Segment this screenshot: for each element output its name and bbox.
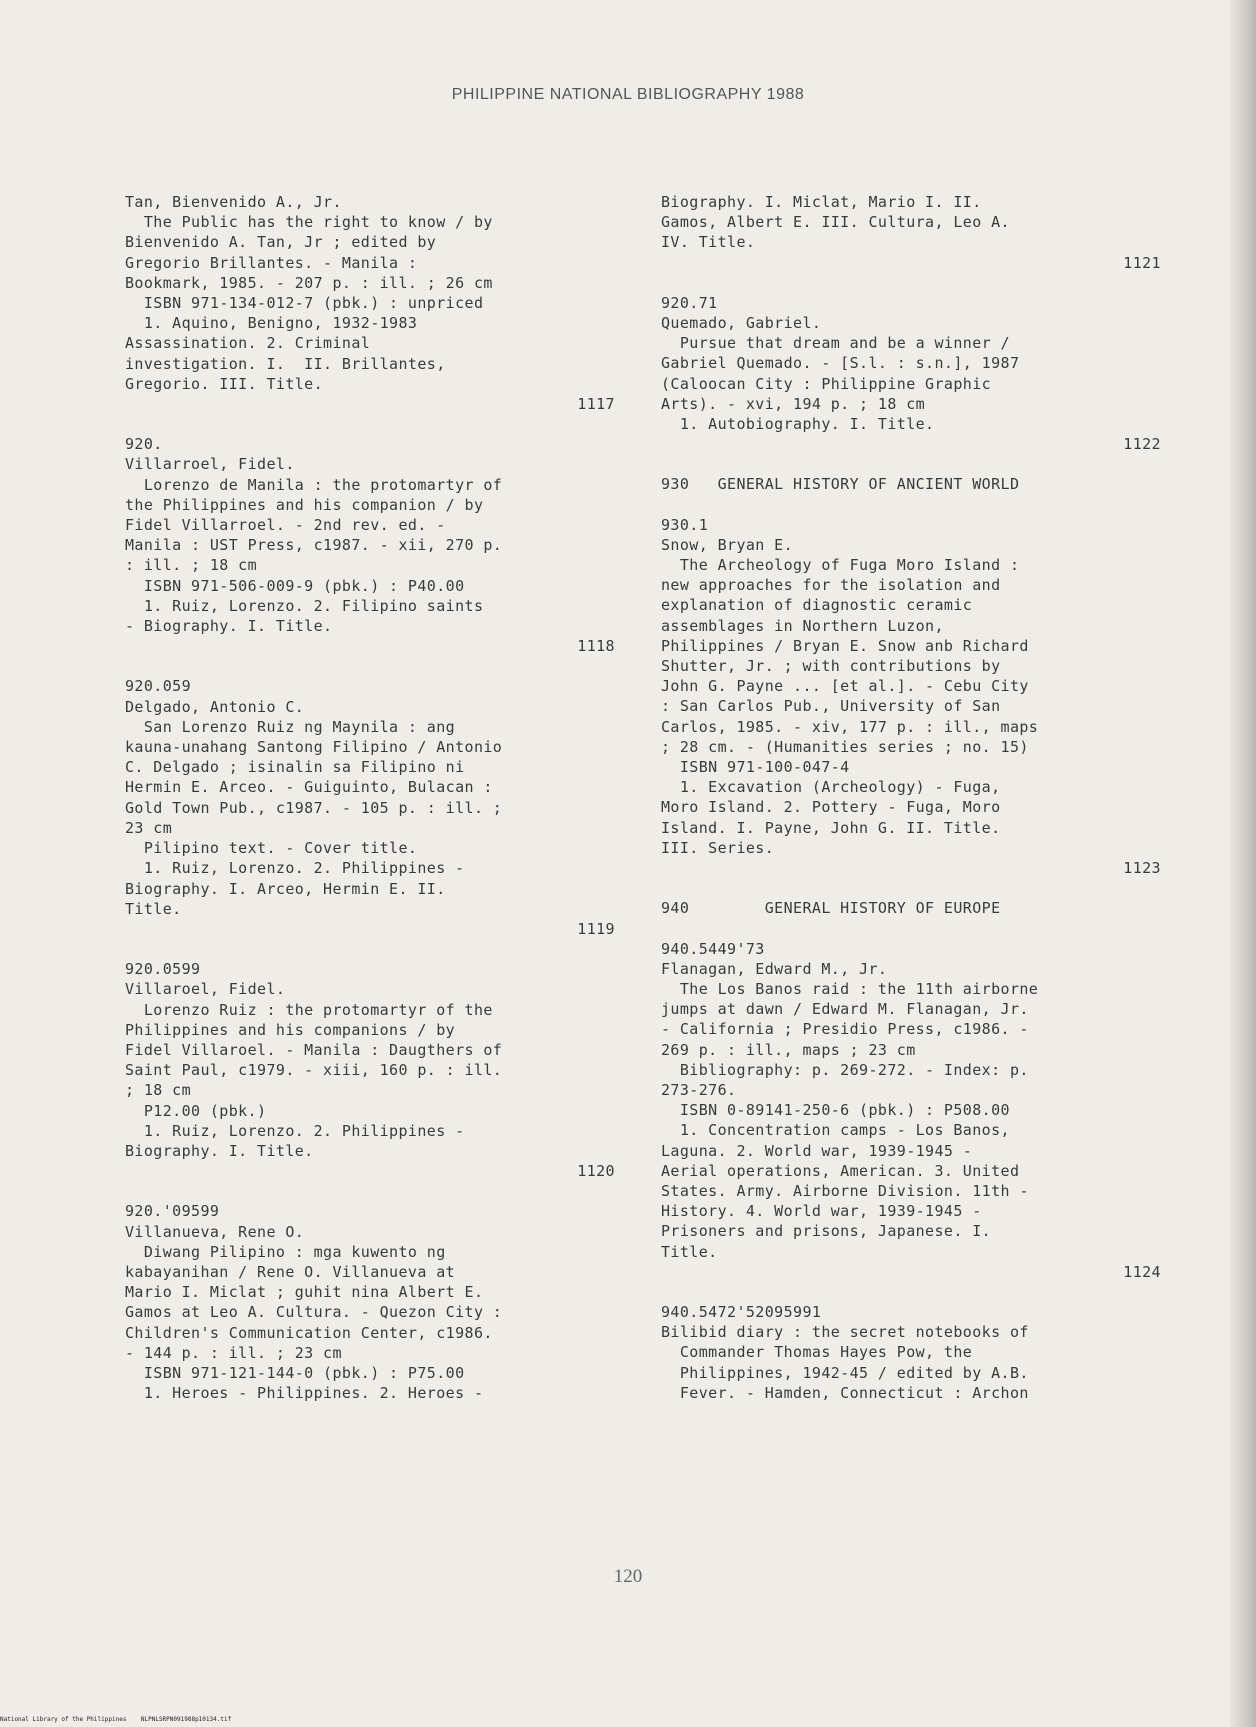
entry-line: Gamos, Albert E. III. Cultura, Leo A. <box>661 213 1010 232</box>
bibliography-entry <box>661 192 1161 273</box>
bibliography-entry <box>661 939 1161 1282</box>
entry-line: explanation of diagnostic ceramic <box>661 596 973 615</box>
entry-line: 920.0599 <box>125 960 201 979</box>
left-column <box>125 192 615 1423</box>
entry-line: 269 p. : ill., maps ; 23 cm <box>661 1040 916 1059</box>
bibliography-entry <box>125 1201 615 1403</box>
bibliography-entry <box>661 515 1161 879</box>
entry-line: 1. Concentration camps - Los Banos, <box>661 1121 1010 1140</box>
entry-line: Lorenzo de Manila : the protomartyr of <box>125 475 503 494</box>
entry-line: Shutter, Jr. ; with contributions by <box>661 657 1001 676</box>
entry-line: Gabriel Quemado. - [S.l. : s.n.], 1987 <box>661 354 1020 373</box>
entry-line: Bibliography: p. 269-272. - Index: p. <box>661 1060 1029 1079</box>
entry-line: 1. Ruiz, Lorenzo. 2. Philippines - <box>125 859 465 878</box>
entry-line: new approaches for the isolation and <box>661 576 1001 595</box>
entry-line: ISBN 971-506-009-9 (pbk.) : P40.00 <box>125 576 465 595</box>
entry-line: 23 cm <box>125 818 173 837</box>
entry-line: The Archeology of Fuga Moro Island : <box>661 556 1020 575</box>
entry-line: 920. <box>125 435 163 454</box>
entry-line: Laguna. 2. World war, 1939-1945 - <box>661 1141 973 1160</box>
entry-line: ; 18 cm <box>125 1081 192 1100</box>
entry-line: Hermin E. Arceo. - Guiguinto, Bulacan : <box>125 778 493 797</box>
entry-line: P12.00 (pbk.) <box>125 1101 267 1120</box>
entry-line: Pursue that dream and be a winner / <box>661 334 1010 353</box>
entry-line: Philippines and his companions / by <box>125 1020 456 1039</box>
entry-number: 1124 <box>1123 1262 1161 1281</box>
entry-number: 1123 <box>1123 859 1161 878</box>
entry-line: Fidel Villarroel. - 2nd rev. ed. - <box>125 516 446 535</box>
entry-line: ISBN 0-89141-250-6 (pbk.) : P508.00 <box>661 1101 1010 1120</box>
page-number: 120 <box>613 1566 643 1587</box>
bibliography-entry <box>125 192 615 414</box>
entry-line: III. Series. <box>661 838 775 857</box>
entry-line: 1. Heroes - Philippines. 2. Heroes - <box>125 1384 484 1403</box>
entry-line: Philippines, 1942-45 / edited by A.B. <box>661 1363 1029 1382</box>
entry-line: 930.1 <box>661 515 709 534</box>
bibliography-entry <box>125 676 615 939</box>
entry-number: 1122 <box>1123 435 1161 454</box>
entry-line: Island. I. Payne, John G. II. Title. <box>661 818 1001 837</box>
entry-line: IV. Title. <box>661 233 756 252</box>
entry-line: Tan, Bienvenido A., Jr. <box>125 193 342 211</box>
entry-line: ; 28 cm. - (Humanities series ; no. 15) <box>661 737 1029 756</box>
entry-line: kabayanihan / Rene O. Villanueva at <box>125 1262 456 1281</box>
entry-line: (Caloocan City : Philippine Graphic <box>661 374 992 393</box>
section-heading: 930 GENERAL HISTORY OF ANCIENT WORLD <box>661 475 1020 494</box>
entry-line: John G. Payne ... [et al.]. - Cebu City <box>661 677 1029 696</box>
entry-line: 1. Aquino, Benigno, 1932-1983 <box>125 314 418 333</box>
entry-number: 1118 <box>577 637 615 656</box>
entry-number: 1119 <box>577 919 615 938</box>
entry-line: 920.71 <box>661 293 718 312</box>
entry-line: The Los Banos raid : the 11th airborne <box>661 979 1039 998</box>
entry-line: the Philippines and his companion / by <box>125 495 484 514</box>
entry-line: Villarroel, Fidel. <box>125 455 295 474</box>
entry-line: Carlos, 1985. - xiv, 177 p. : ill., maps <box>661 717 1039 736</box>
entry-line: Manila : UST Press, c1987. - xii, 270 p. <box>125 536 503 555</box>
entry-line: Title. <box>661 1242 718 1261</box>
entry-line: Philippines / Bryan E. Snow anb Richard <box>661 636 1029 655</box>
entry-line: : ill. ; 18 cm <box>125 556 258 575</box>
scan-footer: National Library of the Philippines NLPNLSRPN091988p10134.tif <box>0 1716 232 1723</box>
entry-line: Title. <box>125 899 182 918</box>
entry-line: 273-276. <box>661 1080 737 1099</box>
entry-line: Prisoners and prisons, Japanese. I. <box>661 1222 992 1241</box>
entry-line: - California ; Presidio Press, c1986. - <box>661 1020 1029 1039</box>
entry-line: - Biography. I. Title. <box>125 617 333 636</box>
entry-line: Gamos at Leo A. Cultura. - Quezon City : <box>125 1303 503 1322</box>
bibliography-entry <box>661 293 1161 455</box>
entry-line: C. Delgado ; isinalin sa Filipino ni <box>125 758 465 777</box>
entry-line: Fever. - Hamden, Connecticut : Archon <box>661 1383 1029 1402</box>
entry-line: Gregorio Brillantes. - Manila : <box>125 253 418 272</box>
entry-line: Biography. I. Title. <box>125 1141 314 1160</box>
entry-line: Assassination. 2. Criminal <box>125 334 371 353</box>
right-column <box>661 192 1161 1423</box>
entry-line: assemblages in Northern Luzon, <box>661 616 944 635</box>
entry-line: Mario I. Miclat ; guhit nina Albert E. <box>125 1283 484 1302</box>
entry-line: History. 4. World war, 1939-1945 - <box>661 1202 982 1221</box>
entry-line: 920.059 <box>125 677 192 696</box>
entry-line: kauna-unahang Santong Filipino / Antonio <box>125 738 503 757</box>
entry-line: Snow, Bryan E. <box>661 535 794 554</box>
entry-line: Quemado, Gabriel. <box>661 314 822 333</box>
entry-line: Villanueva, Rene O. <box>125 1222 305 1241</box>
entry-line: Fidel Villaroel. - Manila : Daugthers of <box>125 1040 503 1059</box>
page-title: PHILIPPINE NATIONAL BIBLIOGRAPHY 1988 <box>451 86 805 103</box>
entry-line: 940.5449'73 <box>661 939 765 958</box>
entry-number: 1117 <box>577 395 615 414</box>
entry-line: 1. Excavation (Archeology) - Fuga, <box>661 778 1001 797</box>
entry-line: - 144 p. : ill. ; 23 cm <box>125 1343 342 1362</box>
bibliography-entry <box>661 1302 1161 1403</box>
entry-number: 1120 <box>577 1162 615 1181</box>
entry-line: Commander Thomas Hayes Pow, the <box>661 1343 973 1362</box>
entry-line: Lorenzo Ruiz : the protomartyr of the <box>125 1000 493 1019</box>
entry-line: jumps at dawn / Edward M. Flanagan, Jr. <box>661 1000 1029 1019</box>
bibliography-entry <box>125 434 615 656</box>
entry-line: Biography. I. Miclat, Mario I. II. <box>661 193 982 211</box>
entry-line: Saint Paul, c1979. - xiii, 160 p. : ill. <box>125 1061 503 1080</box>
entry-line: 1. Autobiography. I. Title. <box>661 415 935 434</box>
entry-number: 1121 <box>1123 253 1161 272</box>
entry-line: Delgado, Antonio C. <box>125 697 305 716</box>
entry-line: investigation. I. II. Brillantes, <box>125 354 446 373</box>
entry-line: 920.'09599 <box>125 1202 220 1221</box>
entry-line: Bienvenido A. Tan, Jr ; edited by <box>125 233 437 252</box>
entry-line: San Lorenzo Ruiz ng Maynila : ang <box>125 717 456 736</box>
section-heading: 940 GENERAL HISTORY OF EUROPE <box>661 899 1001 918</box>
entry-line: ISBN 971-121-144-0 (pbk.) : P75.00 <box>125 1363 465 1382</box>
entry-line: 1. Ruiz, Lorenzo. 2. Filipino saints <box>125 596 484 615</box>
entry-line: The Public has the right to know / by <box>125 213 493 232</box>
entry-line: Moro Island. 2. Pottery - Fuga, Moro <box>661 798 1001 817</box>
entry-line: ISBN 971-134-012-7 (pbk.) : unpriced <box>125 294 484 313</box>
entry-line: Gregorio. III. Title. <box>125 374 324 393</box>
entry-line: Gold Town Pub., c1987. - 105 p. : ill. ; <box>125 798 503 817</box>
entry-line: Bilibid diary : the secret notebooks of <box>661 1323 1029 1342</box>
entry-line: Arts). - xvi, 194 p. ; 18 cm <box>661 394 926 413</box>
entry-line: Diwang Pilipino : mga kuwento ng <box>125 1242 446 1261</box>
entry-line: : San Carlos Pub., University of San <box>661 697 1001 716</box>
entry-line: Aerial operations, American. 3. United <box>661 1161 1020 1180</box>
entry-line: States. Army. Airborne Division. 11th - <box>661 1181 1029 1200</box>
entry-line: Villaroel, Fidel. <box>125 980 286 999</box>
entry-line: Bookmark, 1985. - 207 p. : ill. ; 26 cm <box>125 273 493 292</box>
entry-line: Children's Communication Center, c1986. <box>125 1323 493 1342</box>
entry-line: Pilipino text. - Cover title. <box>125 839 418 858</box>
page-edge-shadow <box>1230 0 1256 1727</box>
bibliography-entry <box>125 959 615 1181</box>
entry-line: 940.5472'52095991 <box>661 1302 822 1321</box>
entry-line: Biography. I. Arceo, Hermin E. II. <box>125 879 446 898</box>
entry-line: ISBN 971-100-047-4 <box>661 758 850 777</box>
entry-line: Flanagan, Edward M., Jr. <box>661 959 888 978</box>
entry-line: 1. Ruiz, Lorenzo. 2. Philippines - <box>125 1121 465 1140</box>
